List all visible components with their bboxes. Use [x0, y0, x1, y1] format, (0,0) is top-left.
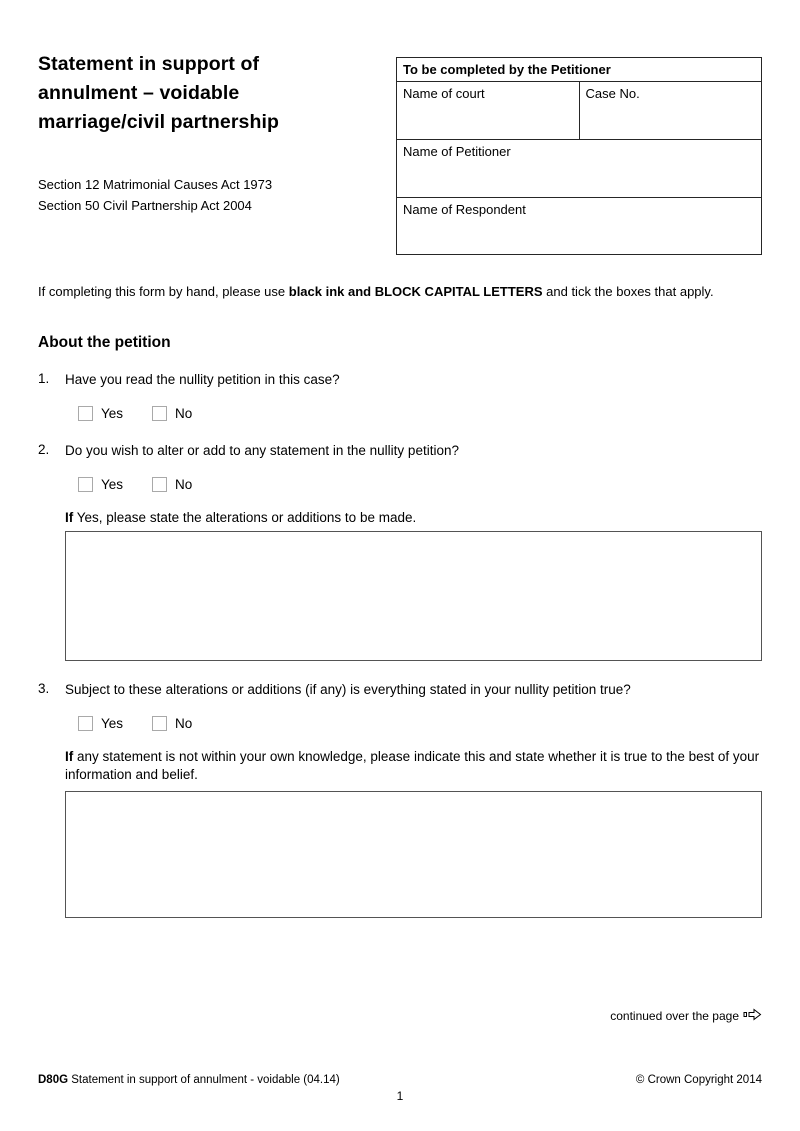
statute-line-2: Section 50 Civil Partnership Act 2004: [38, 198, 252, 213]
q3-note-rest: any statement is not within your own knowledge, please indicate this and state whether it is true to the best of your information and belief.: [65, 749, 760, 782]
q1-yes-checkbox[interactable]: [78, 406, 93, 421]
name-of-respondent-field[interactable]: [397, 198, 762, 255]
q2-note-rest: Yes, please state the alterations or additions to be made.: [73, 510, 417, 525]
question-2-text: Do you wish to alter or add to any statement in the nullity petition?: [65, 443, 459, 458]
continue-arrow-icon: [743, 1008, 762, 1024]
section-heading-about-the-petition: About the petition: [38, 334, 171, 351]
table-header: To be completed by the Petitioner: [397, 58, 762, 82]
statute-references: [38, 174, 272, 216]
footer-copyright: © Crown Copyright 2014: [635, 1074, 762, 1086]
q1-yes-label: Yes: [101, 406, 124, 421]
question-2-number: 2.: [38, 442, 50, 457]
name-of-court-field[interactable]: [397, 82, 580, 140]
q2-note-bold: If: [65, 510, 74, 525]
q3-statement-textbox[interactable]: [65, 791, 762, 918]
q1-no-checkbox[interactable]: [152, 406, 167, 421]
name-of-petitioner-field[interactable]: [397, 140, 762, 198]
case-no-field[interactable]: [579, 82, 762, 140]
instruction-prefix: If completing this form by hand, please use: [38, 284, 289, 299]
q3-no-label: No: [175, 716, 193, 731]
case-no-label: Case No.: [585, 86, 640, 101]
question-3-text: Subject to these alterations or additions (if any) is everything stated in your nullity petition true?: [65, 682, 631, 697]
form-title: Statement in support of annulment - voidable (04.14): [68, 1074, 340, 1086]
page-number: 1: [396, 1089, 404, 1103]
question-1-number: 1.: [38, 371, 50, 386]
question-3-note: [65, 748, 765, 784]
instruction-bold: black ink and BLOCK CAPITAL LETTERS: [288, 284, 543, 299]
continued-over-page-note: [610, 1008, 762, 1024]
question-3: [38, 681, 762, 918]
q2-no-checkbox[interactable]: [152, 477, 167, 492]
q2-yes-checkbox[interactable]: [78, 477, 93, 492]
q3-note-bold: If: [65, 749, 74, 764]
petitioner-details-table: [396, 57, 762, 255]
q2-alterations-textbox[interactable]: [65, 531, 762, 661]
q3-no-checkbox[interactable]: [152, 716, 167, 731]
question-1-text: Have you read the nullity petition in this case?: [65, 372, 340, 387]
page-title: Statement in support of annulment – voidable marriage/civil partnership: [38, 53, 280, 133]
completion-instruction: [38, 284, 768, 299]
q2-no-label: No: [175, 477, 193, 492]
question-2: [38, 442, 762, 661]
q3-yes-label: Yes: [101, 716, 124, 731]
q1-no-label: No: [175, 406, 193, 421]
continued-text: continued over the page: [610, 1009, 739, 1023]
instruction-suffix: and tick the boxes that apply.: [542, 284, 714, 299]
question-3-number: 3.: [38, 681, 50, 696]
name-of-petitioner-label: Name of Petitioner: [403, 144, 511, 159]
page-footer: [38, 1074, 762, 1086]
q2-yes-label: Yes: [101, 477, 124, 492]
footer-form-id: [38, 1074, 340, 1086]
question-2-note: [65, 509, 765, 527]
name-of-court-label: Name of court: [403, 86, 485, 101]
statute-line-1: Section 12 Matrimonial Causes Act 1973: [38, 177, 273, 192]
form-code: D80G: [38, 1074, 69, 1086]
question-1: [38, 371, 762, 421]
name-of-respondent-label: Name of Respondent: [403, 202, 526, 217]
q3-yes-checkbox[interactable]: [78, 716, 93, 731]
